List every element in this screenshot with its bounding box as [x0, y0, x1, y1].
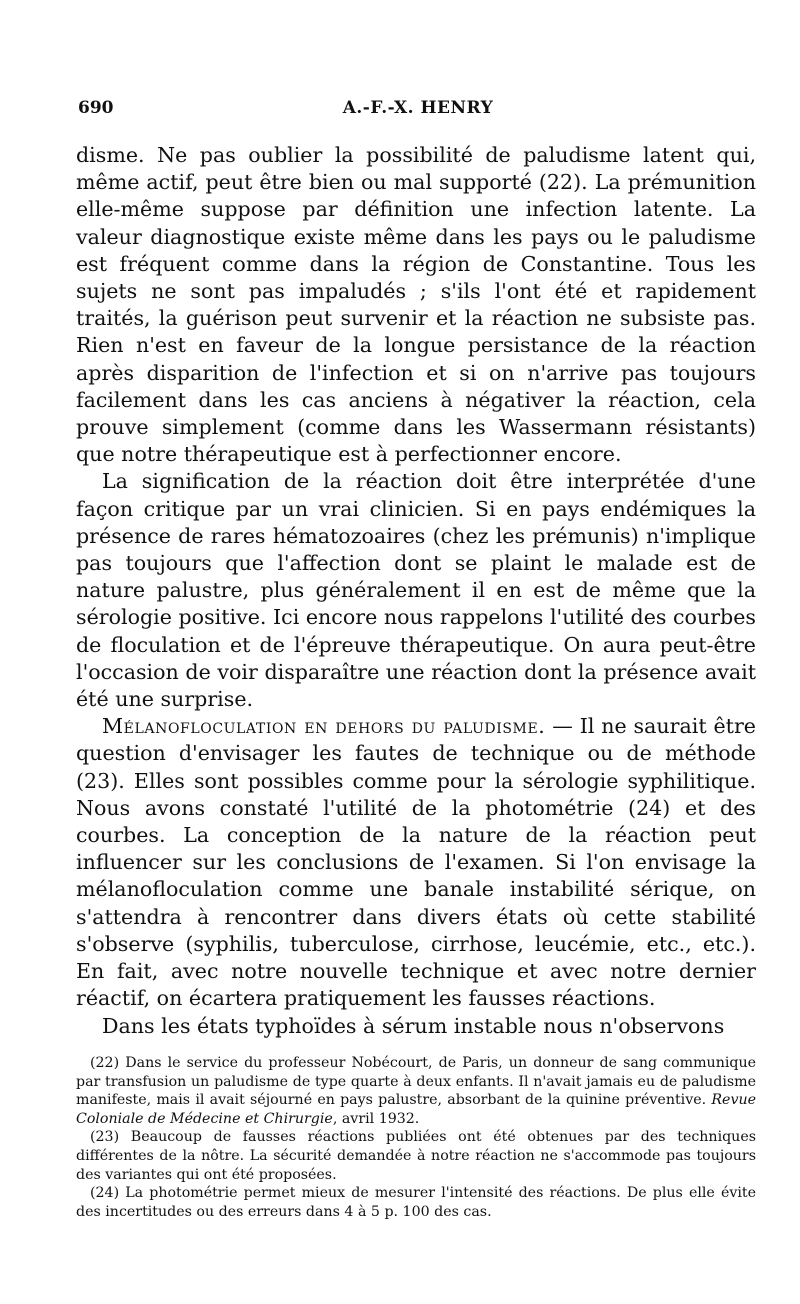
footnote-23: (23) Beaucoup de fausses réactions publiées ont été obtenues par des techniques différentes de la nôtre. La sécurité demandée à notre réaction ne s'accommode pas toujours des variantes qui ont été proposées.	[76, 1129, 756, 1183]
footnotes	[76, 1054, 756, 1221]
paragraph-4: Dans les états typhoïdes à sérum instable nous n'observons	[102, 1013, 725, 1038]
paragraph-3	[76, 713, 756, 1012]
paragraph-2: La signification de la réaction doit être interprétée d'une façon critique par un vrai clinicien. Si en pays endémiques la présence de rares hématozoaires (chez les prémunis) n'implique pas toujours que l'affection dont se plaint le malade est de nature palustre, plus généralement il en est de même que la sérologie positive. Ici encore nous rappelons l'utilité des courbes de floculation et de l'épreuve thérapeutique. On aura peut-être l'occasion de voir disparaître une réaction dont la présence avait été une surprise.	[76, 469, 756, 712]
footnote-22	[76, 1054, 756, 1128]
footnote-22-text: (22) Dans le service du professeur Nobécourt, de Paris, un donneur de sang communique par transfusion un paludisme de type quarte à deux enfants. Il n'avait jamais eu de paludisme manifeste, mais il avait séjourné en pays palustre, absorbant de la quinine préventive.	[76, 1055, 756, 1109]
page-header	[78, 98, 758, 128]
footnote-22-journal: Revue Coloniale de Médecine et Chirurgie	[76, 1092, 756, 1127]
body-text	[76, 142, 756, 1040]
footnote-22-date: , avril 1932.	[332, 1110, 420, 1127]
paragraph-1: disme. Ne pas oublier la possibilité de paludisme latent qui, même actif, peut être bien ou mal supporté (22). La prémunition elle-même suppose par définition une infection latente. La valeur diagnostique existe même dans les pays ou le paludisme est fréquent comme dans la région de Constantine. Tous les sujets ne sont pas impaludés ; s'ils l'ont été et rapidement traités, la guérison peut survenir et la réaction ne subsiste pas. Rien n'est en faveur de la longue persistance de la réaction après disparition de l'infection et si on n'arrive pas toujours facilement dans les cas anciens à négativer la réaction, cela prouve simplement (comme dans les Wassermann résistants) que notre thérapeutique est à perfectionner encore.	[76, 143, 756, 467]
paragraph-3-text: — Il ne saurait être question d'envisager les fautes de technique ou de méthode (23). Elles sont possibles comme pour la sérologie syphilitique. Nous avons constaté l'utilité de la photométrie (24) et des courbes. La conception de la nature de la réaction peut influencer sur les conclusions de l'examen. Si l'on envisage la mélanofloculation comme une banale instabilité sérique, on s'attendra à rencontrer dans divers états où cette stabilité s'observe (syphilis, tuberculose, cirrhose, leucémie, etc., etc.). En fait, avec notre nouvelle technique et avec notre dernier réactif, on écartera pratiquement les fausses réactions.	[76, 714, 756, 1011]
page-number: 690	[78, 98, 114, 118]
running-head: A.-F.-X. HENRY	[342, 98, 494, 118]
footnote-24: (24) La photométrie permet mieux de mesurer l'intensité des réactions. De plus elle évite des incertitudes ou des erreurs dans 4 à 5 p. 100 des cas.	[76, 1185, 756, 1220]
section-heading: Mélanofloculation en dehors du paludisme.	[102, 714, 546, 739]
